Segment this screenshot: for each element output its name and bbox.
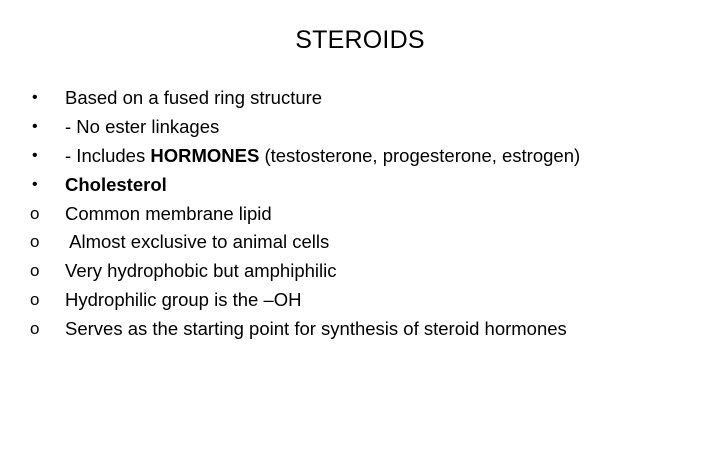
bullet-text: Based on a fused ring structure	[65, 87, 323, 109]
bullet-marker: •	[32, 89, 38, 107]
slide-title-text: STEROIDS	[295, 26, 425, 54]
bullet-marker: •	[32, 146, 38, 164]
bullet-list	[28, 84, 698, 343]
bullet-text: Very hydrophobic but amphiphilic	[65, 260, 337, 282]
bullet-item	[28, 142, 698, 171]
sub-bullet-item	[28, 286, 698, 315]
bullet-text: Common membrane lipid	[65, 202, 272, 224]
bullet-text: Hydrophilic group is the –OH	[65, 288, 302, 310]
sub-bullet-marker: o	[30, 232, 40, 252]
bullet-text: - No ester linkages	[65, 116, 220, 138]
bullet-text-bold: Cholesterol	[65, 173, 167, 195]
slide-title	[0, 26, 720, 55]
bullet-item	[28, 113, 698, 142]
bullet-marker: •	[32, 118, 38, 136]
bullet-item	[28, 170, 698, 199]
bullet-item	[28, 84, 698, 113]
bullet-text-bold: HORMONES	[150, 144, 260, 166]
sub-bullet-marker: o	[30, 289, 40, 309]
sub-bullet-item	[28, 257, 698, 286]
bullet-text: Almost exclusive to animal cells	[65, 231, 330, 253]
bullet-marker: •	[32, 175, 38, 193]
bullet-text: Serves as the starting point for synthesis of steroid hormones	[65, 317, 567, 339]
bullet-text	[65, 174, 167, 196]
sub-bullet-marker: o	[30, 203, 40, 223]
bullet-text	[65, 145, 580, 167]
sub-bullet-item	[28, 314, 698, 343]
bullet-text-prefix: - Includes	[65, 144, 151, 166]
bullet-text-suffix: (testosterone, progesterone, estrogen)	[259, 144, 581, 166]
sub-bullet-marker: o	[30, 261, 40, 281]
sub-bullet-item	[28, 228, 698, 257]
sub-bullet-marker: o	[30, 318, 40, 338]
sub-bullet-item	[28, 199, 698, 228]
